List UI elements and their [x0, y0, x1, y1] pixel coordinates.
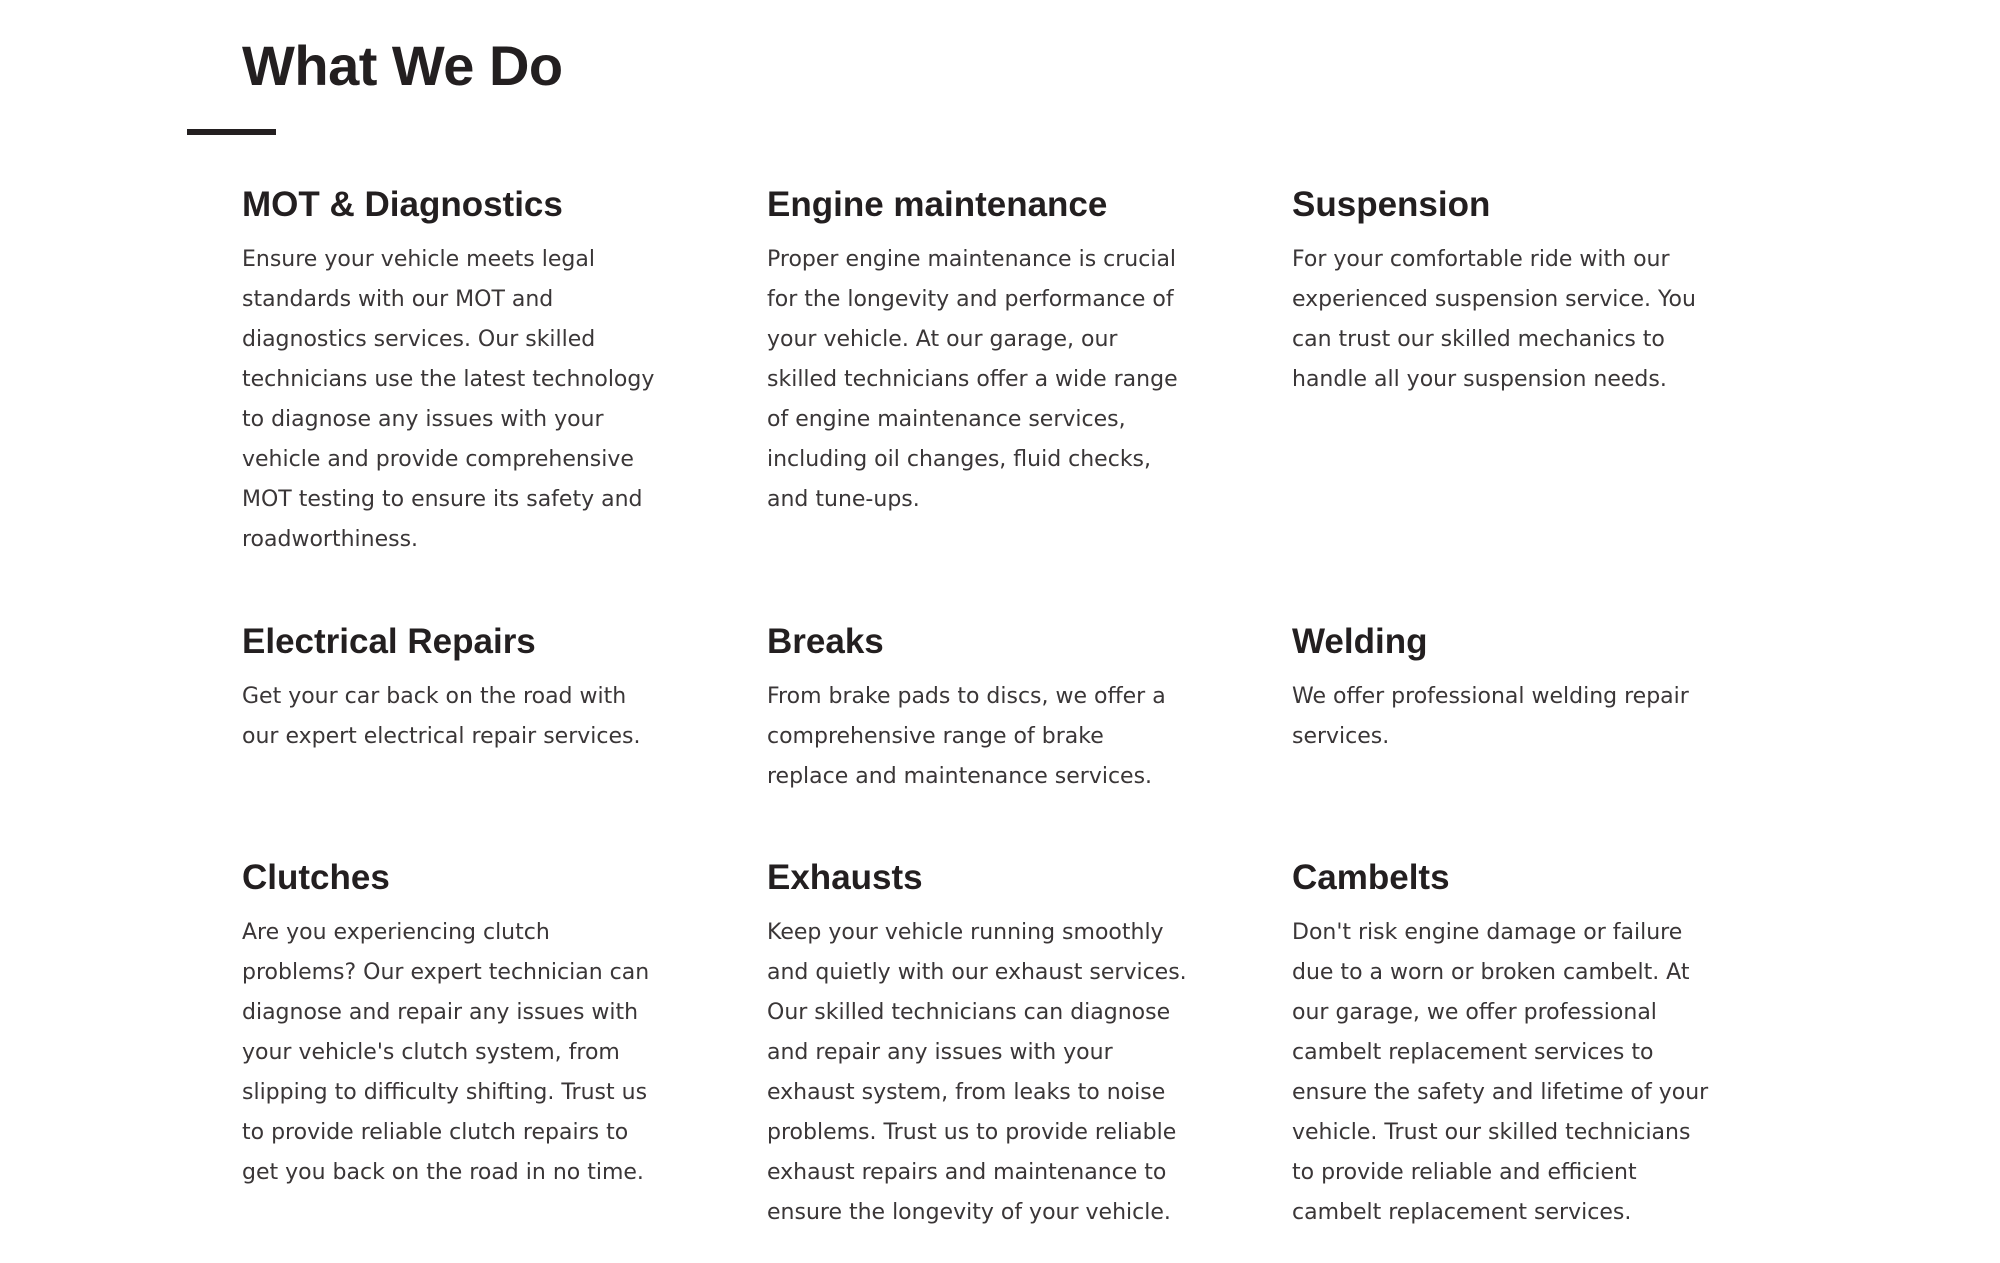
section-title: What We Do [242, 34, 563, 97]
service-description: Get your car back on the road with our expert electrical repair services. [242, 684, 641, 749]
service-description: For your comfortable ride with our experienced suspension service. You can trust our skilled mechanics to handle all your suspension needs. [1292, 247, 1696, 392]
service-title: Clutches [242, 858, 390, 897]
service-title: Welding [1292, 622, 1428, 661]
service-description: From brake pads to discs, we offer a comprehensive range of brake replace and maintenance services. [767, 684, 1166, 789]
service-title: Electrical Repairs [242, 622, 536, 661]
service-description: Proper engine maintenance is crucial for the longevity and performance of your vehicle. At our garage, our skilled technicians offer a wide range of engine maintenance services, including oil changes, fluid checks, and tune-ups. [767, 247, 1178, 512]
service-suspension [1292, 180, 1732, 400]
service-description: Keep your vehicle running smoothly and quietly with our exhaust services. Our skilled technicians can diagnose and repair any issues with your exhaust system, from leaks to noise problems. Trust us to provide reliable exhaust repairs and maintenance to ensure the longevity of your vehicle. [767, 920, 1187, 1225]
service-description: Are you experiencing clutch problems? Our expert technician can diagnose and repair any issues with your vehicle's clutch system, from slipping to difficulty shifting. Trust us to provide reliable clutch repairs to get you back on the road in no time. [242, 920, 650, 1185]
service-description: We offer professional welding repair services. [1292, 684, 1689, 749]
service-description: Ensure your vehicle meets legal standards with our MOT and diagnostics services. Our skilled technicians use the latest technology to diagnose any issues with your vehicle and provide comprehensive MOT testing to ensure its safety and roadworthiness. [242, 247, 655, 552]
service-clutches [242, 853, 682, 1193]
service-title: MOT & Diagnostics [242, 185, 563, 224]
service-breaks [767, 617, 1207, 797]
service-cambelts [1292, 853, 1732, 1233]
title-underline [187, 129, 276, 135]
service-mot-diagnostics [242, 180, 682, 560]
service-electrical-repairs [242, 617, 682, 757]
service-description: Don't risk engine damage or failure due to a worn or broken cambelt. At our garage, we offer professional cambelt replacement services to ensure the safety and lifetime of your vehicle. Trust our skilled technicians to provide reliable and efficient cambelt replacement services. [1292, 920, 1709, 1225]
service-title: Breaks [767, 622, 884, 661]
service-engine-maintenance [767, 180, 1207, 520]
service-title: Exhausts [767, 858, 923, 897]
service-exhausts [767, 853, 1207, 1233]
service-title: Engine maintenance [767, 185, 1108, 224]
service-title: Cambelts [1292, 858, 1450, 897]
service-title: Suspension [1292, 185, 1491, 224]
service-welding [1292, 617, 1732, 757]
